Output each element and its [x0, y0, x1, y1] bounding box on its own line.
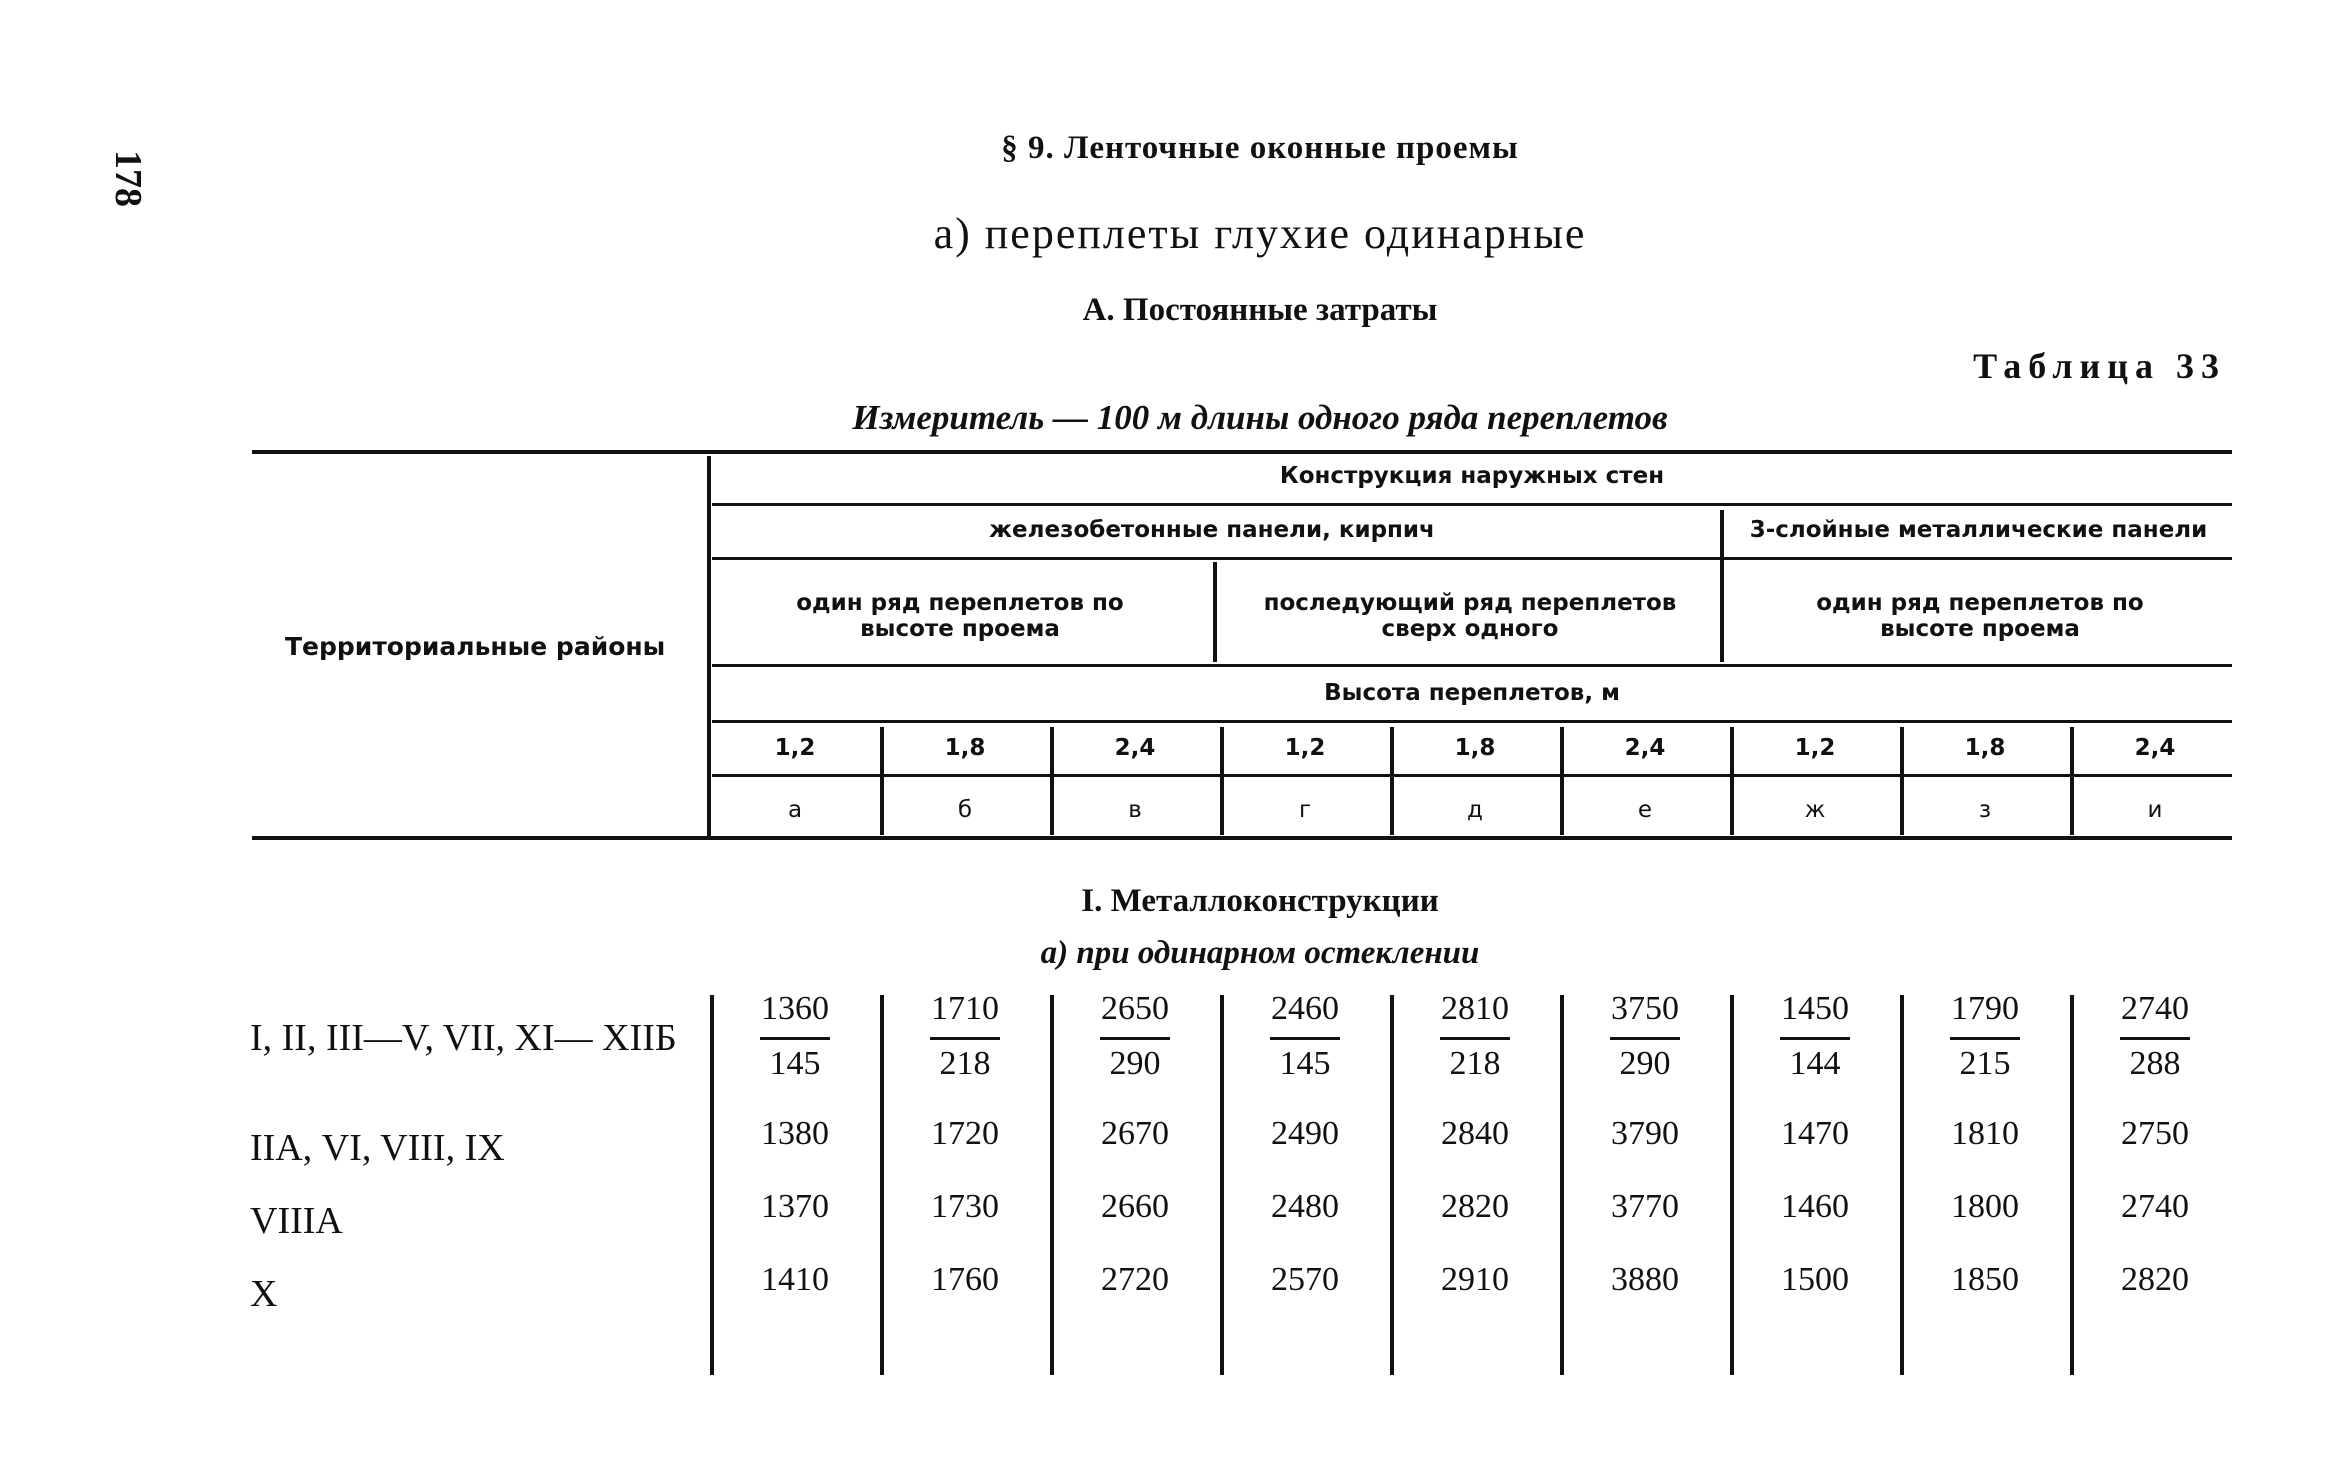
cell-value-bottom: 145 [1279, 1045, 1331, 1082]
measure-caption: Измеритель — 100 м длины одного ряда переплетов [852, 398, 1668, 437]
rule [712, 503, 2232, 506]
rule [1050, 727, 1054, 835]
rule [1213, 562, 1217, 662]
letter-cell: з [1978, 797, 1992, 823]
cell-value: 3880 [1611, 1261, 1679, 1298]
cell-value: 1450 [1781, 990, 1849, 1027]
fraction-bar [1780, 1037, 1850, 1040]
rule [880, 727, 884, 835]
height-cell: 1,2 [774, 735, 816, 761]
height-cell: 1,2 [1284, 735, 1326, 761]
cell-value: 2740 [2121, 990, 2189, 1027]
cell-value: 1710 [931, 990, 999, 1027]
row-label: IIА, VI, VIII, IX [250, 1127, 505, 1169]
cell-value: 3750 [1611, 990, 1679, 1027]
rule [1560, 995, 1564, 1375]
rule [2070, 995, 2074, 1375]
rule-rows-separator [707, 456, 711, 836]
rule [1220, 727, 1224, 835]
cell-value: 2480 [1271, 1188, 1339, 1225]
rule [1900, 727, 1904, 835]
letter-cell: а [787, 797, 803, 823]
group-concrete-label: железобетонные панели, кирпич [989, 517, 1435, 543]
cell-value: 1810 [1951, 1115, 2019, 1152]
rule [712, 720, 2232, 723]
rule [1730, 995, 1734, 1375]
cell-value-bottom: 144 [1789, 1045, 1841, 1082]
subcategory-title: а) при одинарном остеклении [1040, 935, 1480, 971]
rule [1560, 727, 1564, 835]
table-label: Таблица 33 [1973, 346, 2226, 386]
cell-value-bottom: 290 [1109, 1045, 1161, 1082]
cell-value: 2660 [1101, 1188, 1169, 1225]
cell-value: 1800 [1951, 1188, 2019, 1225]
cell-value-bottom: 215 [1959, 1045, 2011, 1082]
rule [712, 774, 2232, 777]
rule [1720, 510, 1724, 662]
cell-value-bottom: 218 [1449, 1045, 1501, 1082]
cell-value: 2820 [1441, 1188, 1509, 1225]
cell-value: 1730 [931, 1188, 999, 1225]
cell-value: 1850 [1951, 1261, 2019, 1298]
cell-value: 2460 [1271, 990, 1339, 1027]
rule [1050, 995, 1054, 1375]
subsection-title: а) переплеты глухие одинарные [933, 209, 1587, 258]
page-number: 178 [107, 150, 149, 207]
cell-value: 2840 [1441, 1115, 1509, 1152]
cell-value: 1720 [931, 1115, 999, 1152]
rule [1900, 995, 1904, 1375]
letter-cell: в [1128, 797, 1142, 823]
cell-value-bottom: 145 [769, 1045, 821, 1082]
rule [712, 557, 2232, 560]
cell-value: 3770 [1611, 1188, 1679, 1225]
cell-value: 1370 [761, 1188, 829, 1225]
fraction-bar [1440, 1037, 1510, 1040]
cell-value: 1500 [1781, 1261, 1849, 1298]
fraction-bar [1100, 1037, 1170, 1040]
cell-value: 1460 [1781, 1188, 1849, 1225]
cell-value: 2910 [1441, 1261, 1509, 1298]
rule [1220, 995, 1224, 1375]
rule-top [252, 450, 2232, 454]
sub-next-row-label: последующий ряд переплетов сверх одного [1263, 590, 1677, 642]
letter-cell: г [1298, 797, 1312, 823]
cell-value: 2490 [1271, 1115, 1339, 1152]
cell-value: 1410 [761, 1261, 829, 1298]
height-cell: 1,8 [944, 735, 986, 761]
cell-value: 2720 [1101, 1261, 1169, 1298]
cell-value: 1360 [761, 990, 829, 1027]
rule [2070, 727, 2074, 835]
cell-value-bottom: 290 [1619, 1045, 1671, 1082]
category-title: I. Металлоконструкции [1081, 883, 1439, 919]
fraction-bar [760, 1037, 830, 1040]
cell-value-bottom: 218 [939, 1045, 991, 1082]
cell-value: 2750 [2121, 1115, 2189, 1152]
rows-label: Территориальные районы [285, 632, 666, 661]
letter-cell: д [1467, 797, 1483, 823]
wall-construction-label: Конструкция наружных стен [1279, 463, 1665, 489]
rule [880, 995, 884, 1375]
section-title: § 9. Ленточные оконные проемы [1001, 130, 1519, 166]
sub-metal-one-row-label: один ряд переплетов по высоте проема [1816, 590, 2144, 642]
cell-value: 2570 [1271, 1261, 1339, 1298]
fraction-bar [1950, 1037, 2020, 1040]
row-label: I, II, III—V, VII, XI— XIIБ [250, 1017, 677, 1059]
rule-header-bottom [252, 836, 2232, 840]
fraction-bar [1270, 1037, 1340, 1040]
fraction-bar [930, 1037, 1000, 1040]
rule [712, 664, 2232, 667]
cell-value: 2810 [1441, 990, 1509, 1027]
cell-value: 2650 [1101, 990, 1169, 1027]
cell-value: 1790 [1951, 990, 2019, 1027]
height-cell: 1,2 [1794, 735, 1836, 761]
height-cell: 1,8 [1454, 735, 1496, 761]
cell-value: 1760 [931, 1261, 999, 1298]
cell-value: 1380 [761, 1115, 829, 1152]
cell-value: 2670 [1101, 1115, 1169, 1152]
cell-value: 3790 [1611, 1115, 1679, 1152]
sub-one-row-label: один ряд переплетов по высоте проема [796, 590, 1124, 642]
letter-cell: е [1637, 797, 1653, 823]
height-cell: 2,4 [1114, 735, 1156, 761]
cell-value: 2820 [2121, 1261, 2189, 1298]
height-cell: 1,8 [1964, 735, 2006, 761]
cell-value-bottom: 288 [2129, 1045, 2181, 1082]
rule [1390, 995, 1394, 1375]
costs-title: А. Постоянные затраты [1082, 292, 1438, 328]
letter-cell: ж [1804, 797, 1826, 823]
height-label: Высота переплетов, м [1324, 680, 1620, 706]
letter-cell: б [957, 797, 973, 823]
fraction-bar [2120, 1037, 2190, 1040]
cell-value: 2740 [2121, 1188, 2189, 1225]
height-cell: 2,4 [1624, 735, 1666, 761]
rule [1390, 727, 1394, 835]
row-label: X [250, 1273, 278, 1315]
cell-value: 1470 [1781, 1115, 1849, 1152]
row-label: VIIIA [250, 1200, 343, 1242]
fraction-bar [1610, 1037, 1680, 1040]
letter-cell: и [2147, 797, 2163, 823]
group-metal-label: 3-слойные металлические панели [1749, 517, 2208, 543]
height-cell: 2,4 [2134, 735, 2176, 761]
rule [1730, 727, 1734, 835]
rule [710, 995, 714, 1375]
